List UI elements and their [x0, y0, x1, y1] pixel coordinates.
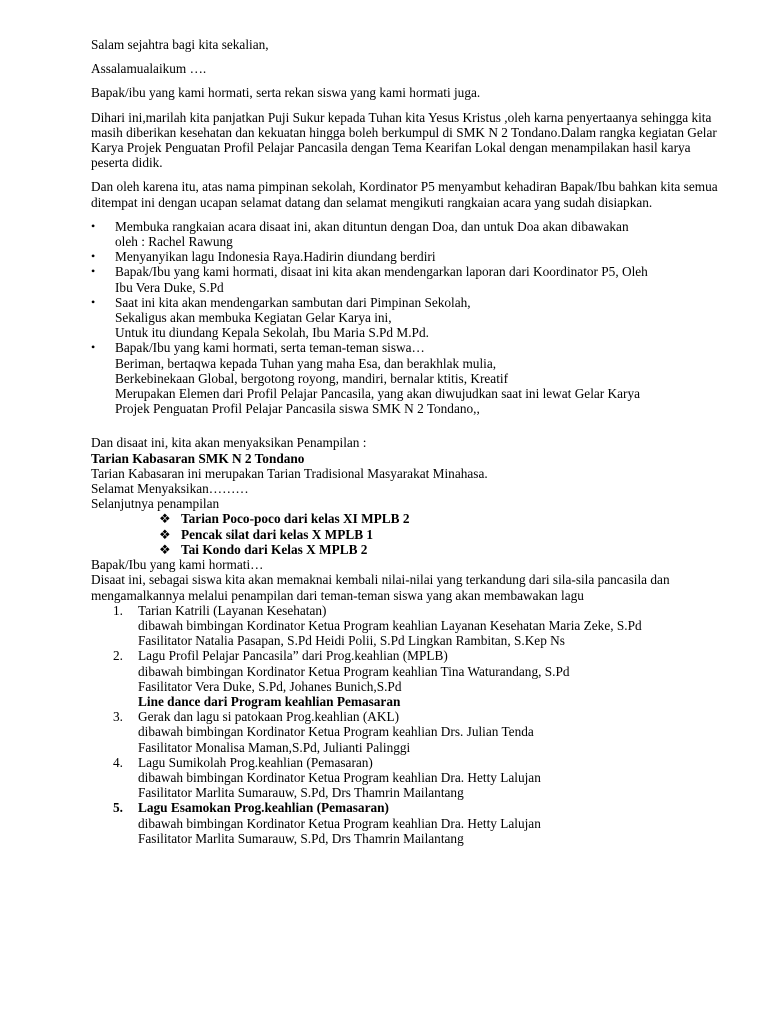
performance-intro: Dan disaat ini, kita akan menyaksikan Penampilan :	[91, 435, 367, 451]
program-item	[91, 800, 731, 846]
address-line: Bapak/ibu yang kami hormati, serta rekan siswa yang kami hormati juga.	[91, 85, 481, 101]
performance-title: Tarian Kabasaran SMK N 2 Tondano	[91, 450, 305, 466]
program-title: Tarian Katrili (Layanan Kesehatan)	[138, 602, 327, 618]
agenda-item	[91, 264, 731, 294]
diamond-bullet-icon: ❖	[159, 511, 171, 527]
agenda-item-line: Menyanyikan lagu Indonesia Raya.Hadirin diundang berdiri	[115, 249, 436, 265]
agenda-item-line: oleh : Rachel Rawung	[115, 234, 233, 250]
performance-description: Tarian Kabasaran ini merupakan Tarian Tradisional Masyarakat Minahasa.	[91, 465, 488, 481]
performance-item-label: Tarian Poco-poco dari kelas XI MPLB 2	[181, 511, 410, 527]
agenda-item-line: Projek Penguatan Profil Pelajar Pancasila siswa SMK N 2 Tondano,,	[115, 401, 480, 417]
program-detail-line: Fasilitator Marlita Sumarauw, S.Pd, Drs Thamrin Mailantang	[138, 830, 464, 846]
program-item	[91, 755, 731, 801]
program-detail-line: Fasilitator Natalia Pasapan, S.Pd Heidi Polii, S.Pd Lingkan Rambitan, S.Kep Ns	[138, 633, 565, 649]
program-detail-line: dibawah bimbingan Kordinator Ketua Program keahlian Dra. Hetty Lalujan	[138, 815, 541, 831]
program-detail-line: dibawah bimbingan Kordinator Ketua Program keahlian Layanan Kesehatan Maria Zeke, S.Pd	[138, 617, 642, 633]
agenda-item-line: Saat ini kita akan mendengarkan sambutan dari Pimpinan Sekolah,	[115, 294, 471, 310]
diamond-bullet-icon: ❖	[159, 526, 171, 542]
program-extra-line: Line dance dari Program keahlian Pemasaran	[138, 693, 401, 709]
closing-greeting: Bapak/Ibu yang kami hormati…	[91, 557, 264, 573]
bullet-icon: •	[91, 264, 96, 279]
agenda-item-line: Ibu Vera Duke, S.Pd	[115, 279, 224, 295]
program-number: 4.	[113, 754, 123, 770]
performance-item	[91, 527, 731, 542]
bullet-icon: •	[91, 218, 96, 233]
document-body	[91, 37, 731, 846]
bullet-icon: •	[91, 249, 96, 264]
performance-next: Selanjutnya penampilan	[91, 496, 220, 512]
agenda-item-line: Bapak/Ibu yang kami hormati, serta teman-teman siswa…	[115, 340, 425, 356]
program-detail-line: dibawah bimbingan Kordinator Ketua Program keahlian Dra. Hetty Lalujan	[138, 769, 541, 785]
agenda-item-line: Untuk itu diundang Kepala Sekolah, Ibu Maria S.Pd M.Pd.	[115, 325, 429, 341]
salam-line: Assalamualaikum ….	[91, 61, 207, 77]
program-detail-line: Fasilitator Marlita Sumarauw, S.Pd, Drs Thamrin Mailantang	[138, 785, 464, 801]
bullet-icon: •	[91, 340, 96, 355]
program-number: 3.	[113, 709, 123, 725]
program-title: Lagu Profil Pelajar Pancasila” dari Prog.keahlian (MPLB)	[138, 648, 448, 664]
performance-watch: Selamat Menyaksikan………	[91, 481, 249, 497]
performance-item-label: Pencak silat dari kelas X MPLB 1	[181, 526, 374, 542]
performance-list	[91, 511, 731, 557]
agenda-item-line: Membuka rangkaian acara disaat ini, akan dituntun dengan Doa, dan untuk Doa akan dibawakan	[115, 218, 629, 234]
program-item	[91, 709, 731, 755]
agenda-item-line: Berkebinekaan Global, bergotong royong, mandiri, bernalar ktitis, Kreatif	[115, 370, 509, 386]
performance-item	[91, 511, 731, 526]
performance-item-label: Tai Kondo dari Kelas X MPLB 2	[181, 541, 368, 557]
agenda-item-line: Merupakan Elemen dari Profil Pelajar Pancasila, yang akan diwujudkan saat ini lewat Gelar Karya	[115, 386, 641, 402]
agenda-item	[91, 295, 731, 341]
program-list	[91, 603, 731, 846]
opening-paragraph: Dihari ini,marilah kita panjatkan Puji Sukur kepada Tuhan kita Yesus Kristus ,oleh karna penyertaanya sehingga kita masih diberikan kesehatan dan kekuatan hingga boleh berkumpul di SMK N 2 Tondano.Dalam rangka kegiatan Gelar Karya Projek Penguatan Profil Pelajar Pancasila dengan Tema Kearifan Lokal dengan menampilakan hasil karya peserta didik.	[91, 109, 717, 171]
program-number: 1.	[113, 602, 123, 618]
agenda-item	[91, 219, 731, 249]
agenda-item	[91, 340, 731, 416]
program-title: Gerak dan lagu si patokaan Prog.keahlian (AKL)	[138, 709, 400, 725]
program-number: 5.	[113, 800, 123, 816]
program-number: 2.	[113, 648, 123, 664]
program-title: Lagu Esamokan Prog.keahlian (Pemasaran)	[138, 800, 389, 816]
bullet-icon: •	[91, 294, 96, 309]
program-detail-line: dibawah bimbingan Kordinator Ketua Program keahlian Tina Waturandang, S.Pd	[138, 663, 570, 679]
agenda-item-line: Bapak/Ibu yang kami hormati, disaat ini kita akan mendengarkan laporan dari Koordinator P5, Oleh	[115, 264, 648, 280]
program-detail-line: dibawah bimbingan Kordinator Ketua Program keahlian Drs. Julian Tenda	[138, 724, 534, 740]
agenda-item-line: Sekaligus akan membuka Kegiatan Gelar Karya ini,	[115, 310, 392, 326]
agenda-bullet-list	[91, 219, 731, 417]
greeting-line: Salam sejahtra bagi kita sekalian,	[91, 37, 269, 52]
welcome-paragraph: Dan oleh karena itu, atas nama pimpinan sekolah, Kordinator P5 menyambut kehadiran Bapak/Ibu bahkan kita semua ditempat ini dengan ucapan selamat datang dan selamat mengikuti rangkaian acara yang sudah disiapkan.	[91, 179, 718, 210]
program-detail-line: Fasilitator Monalisa Maman,S.Pd, Julianti Palinggi	[138, 739, 411, 755]
program-item	[91, 648, 731, 709]
performance-item	[91, 542, 731, 557]
closing-paragraph: Disaat ini, sebagai siswa kita akan memaknai kembali nilai-nilai yang terkandung dari sila-sila pancasila dan mengamalkannya melalui penampilan dari teman-teman siswa yang akan membawakan lagu	[91, 572, 670, 603]
agenda-item	[91, 249, 731, 264]
program-item	[91, 603, 731, 649]
diamond-bullet-icon: ❖	[159, 541, 171, 557]
program-title: Lagu Sumikolah Prog.keahlian (Pemasaran)	[138, 754, 373, 770]
program-detail-line: Fasilitator Vera Duke, S.Pd, Johanes Bunich,S.Pd	[138, 678, 402, 694]
agenda-item-line: Beriman, bertaqwa kepada Tuhan yang maha Esa, dan berakhlak mulia,	[115, 355, 497, 371]
